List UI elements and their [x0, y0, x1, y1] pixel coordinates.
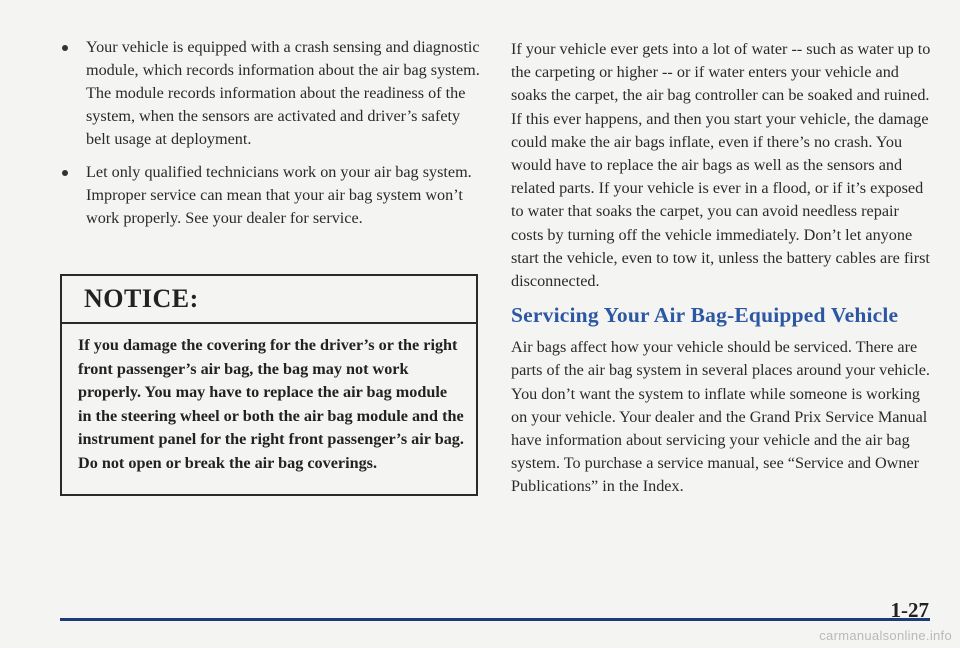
page-number: 1-27: [890, 598, 929, 622]
watermark: carmanualsonline.info: [819, 628, 952, 643]
footer-rule: [60, 618, 930, 621]
notice-title: NOTICE:: [84, 284, 199, 313]
servicing-paragraph: Air bags affect how your vehicle should be serviced. There are parts of the air bag system in several places around your vehicle. You don’t want the system to inflate while someone is working on your vehicle. Your dealer and the Grand Prix Service Manual have information about servicing your vehicle and the air bag system. To purchase a service manual, see “Service and Owner Publications” in the Index.: [511, 338, 930, 496]
bullet-item-technicians: [60, 161, 480, 230]
left-column: [60, 36, 480, 240]
bullet-item-module: [60, 36, 480, 151]
right-column: [511, 38, 931, 499]
notice-box: [60, 274, 478, 496]
section-heading: Servicing Your Air Bag-Equipped Vehicle: [511, 303, 899, 328]
bullet-text: Your vehicle is equipped with a crash sensing and diagnostic module, which records information about the air bag system. The module records information about the readiness of the system, when the sensors are activated and driver’s safety belt usage at deployment.: [86, 38, 480, 148]
bullet-icon: [62, 170, 68, 176]
bullet-icon: [62, 45, 68, 51]
bullet-text: Let only qualified technicians work on your air bag system. Improper service can mean that your air bag system won’t work properly. See your dealer for service.: [86, 163, 472, 227]
notice-body: If you damage the covering for the driver’s or the right front passenger’s air bag, the bag may not work properly. You may have to replace the air bag module in the steering wheel or both the air bag module and the instrument panel for the right front passenger’s air bag. Do not open or break the air bag coverings.: [78, 336, 464, 472]
notice-header: [62, 276, 476, 324]
water-damage-paragraph: If your vehicle ever gets into a lot of water -- such as water up to the carpeting or higher -- or if water enters your vehicle and soaks the carpet, the air bag controller can be soaked and ruined. If this ever happens, and then you start your vehicle, the damage could make the air bags inflate, even if there’s no crash. You would have to replace the air bags as well as the sensors and related parts. If your vehicle is ever in a flood, or if it’s exposed to water that soaks the carpet, you can avoid needless repair costs by turning off the vehicle immediately. Don’t let anyone start the vehicle, even to tow it, unless the battery cables are first disconnected.: [511, 40, 931, 291]
